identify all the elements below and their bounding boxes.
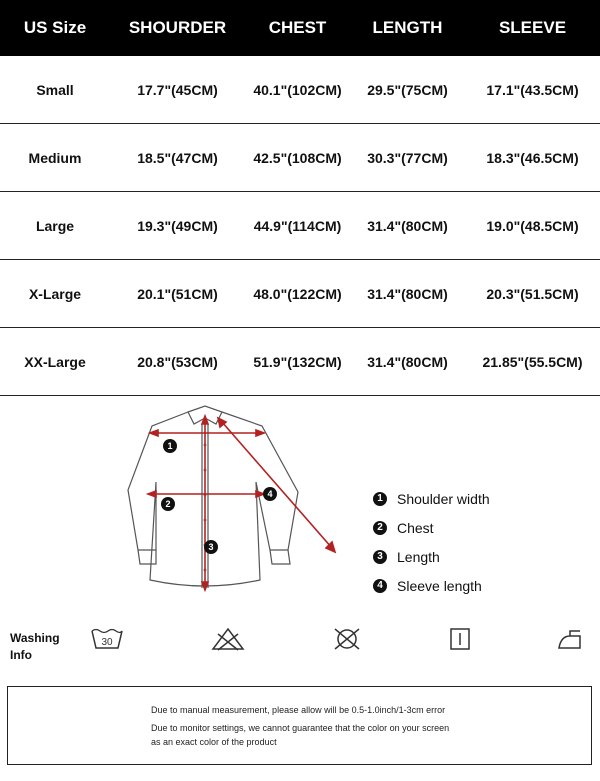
sleeve-cell: 21.85"(55.5CM) (482, 353, 583, 370)
sleeve-cell: 17.1"(43.5CM) (486, 81, 579, 98)
header-shoulder: SHOURDER (128, 18, 227, 37)
legend-label: Length (397, 548, 440, 565)
legend-number: 1 (373, 492, 387, 506)
header-us-size: US Size (23, 18, 87, 37)
line-dry-icon (449, 626, 471, 652)
shirt-measurement-diagram (110, 400, 350, 595)
length-cell: 30.3"(77CM) (367, 149, 448, 166)
notice-line-3: as an exact color of the product (151, 737, 277, 747)
chest-cell: 42.5"(108CM) (253, 149, 342, 166)
size-cell: Large (35, 217, 75, 234)
chest-cell: 40.1"(102CM) (253, 81, 342, 98)
washing-label (10, 630, 70, 664)
washing-info (0, 622, 600, 666)
table-header (0, 0, 600, 56)
wash-temp-text: 30 (101, 637, 113, 648)
shoulder-cell: 18.5"(47CM) (137, 149, 218, 166)
chest-cell: 51.9"(132CM) (253, 353, 342, 370)
wash-30-icon (90, 626, 124, 652)
size-cell: Small (36, 81, 74, 98)
legend-item (373, 484, 490, 513)
shoulder-cell: 19.3"(49CM) (137, 217, 218, 234)
washing-label-line1: Washing (10, 631, 60, 645)
size-cell: X-Large (28, 285, 82, 302)
size-cell: Medium (28, 149, 82, 166)
table-row (0, 328, 600, 396)
shoulder-cell: 17.7"(45CM) (137, 81, 218, 98)
no-dry-clean-icon (331, 626, 363, 652)
no-bleach-icon (211, 626, 245, 652)
marker-4: 4 (267, 489, 273, 499)
notice-line-1: Due to manual measurement, please allow will be 0.5-1.0inch/1-3cm error (151, 705, 446, 715)
length-cell: 31.4"(80CM) (367, 285, 448, 302)
legend-number: 2 (373, 521, 387, 535)
length-cell: 29.5"(75CM) (367, 81, 448, 98)
table-row (0, 124, 600, 192)
marker-3: 3 (208, 542, 214, 552)
legend-item (373, 513, 490, 542)
legend-item (373, 571, 490, 600)
marker-1: 1 (167, 441, 173, 451)
measurement-legend (373, 484, 490, 600)
legend-item (373, 542, 490, 571)
shoulder-cell: 20.1"(51CM) (137, 285, 218, 302)
table-row (0, 192, 600, 260)
washing-label-line2: Info (10, 648, 32, 662)
legend-number: 4 (373, 579, 387, 593)
sleeve-arrow (222, 422, 332, 548)
table-row (0, 260, 600, 328)
sleeve-cell: 20.3"(51.5CM) (486, 285, 579, 302)
length-cell: 31.4"(80CM) (367, 353, 448, 370)
shoulder-cell: 20.8"(53CM) (137, 353, 218, 370)
header-chest: CHEST (268, 18, 327, 37)
length-cell: 31.4"(80CM) (367, 217, 448, 234)
header-length: LENGTH (372, 18, 443, 37)
size-cell: XX-Large (24, 353, 86, 370)
marker-2: 2 (165, 499, 171, 509)
legend-label: Shoulder width (397, 490, 490, 507)
measurement-notice (7, 686, 592, 765)
table-row (0, 56, 600, 124)
iron-icon (556, 626, 584, 652)
legend-label: Chest (397, 519, 434, 536)
sleeve-cell: 18.3"(46.5CM) (486, 149, 579, 166)
chest-cell: 44.9"(114CM) (253, 217, 342, 234)
legend-number: 3 (373, 550, 387, 564)
notice-line-2: Due to monitor settings, we cannot guarantee that the color on your screen (151, 723, 450, 733)
chest-cell: 48.0"(122CM) (253, 285, 342, 302)
legend-label: Sleeve length (397, 577, 482, 594)
header-sleeve: SLEEVE (498, 18, 567, 37)
sleeve-cell: 19.0"(48.5CM) (486, 217, 579, 234)
